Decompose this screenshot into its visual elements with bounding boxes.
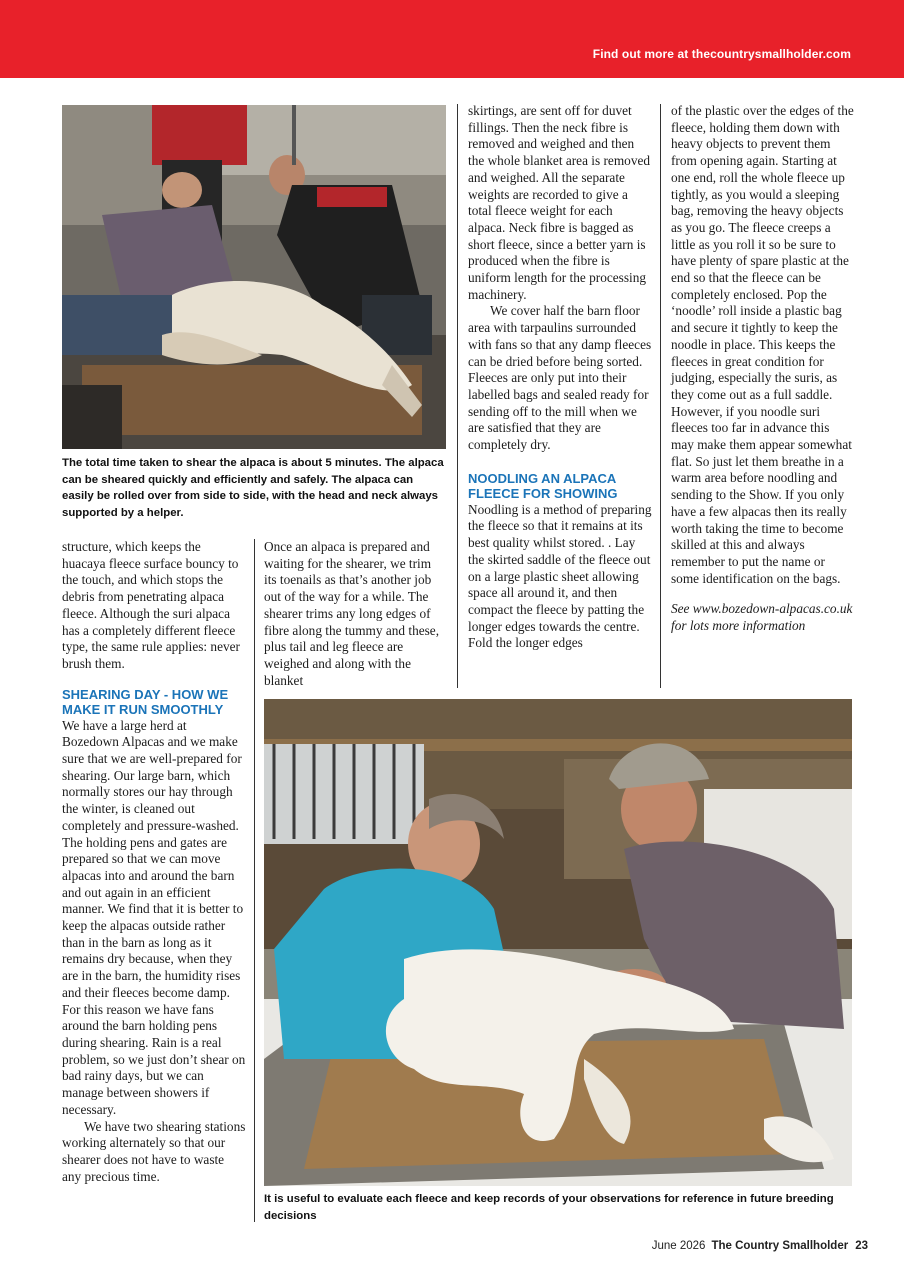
- column-divider-3: [660, 104, 661, 688]
- col3-paragraph-3: Noodling is a method of preparing the fleece so that it remains at its best quality whilst stored. . Lay the skirted saddle of the fleece out on a large plastic sheet allowing space all around it, and then compact the fleece by patting the longer edges towards the centre. Fold the longer edges: [468, 501, 652, 651]
- page-footer: [652, 1240, 868, 1252]
- photo-shearing-caption: The total time taken to shear the alpaca is about 5 minutes. The alpaca can be sheared quickly and efficiently and safely. The alpaca can easily be rolled over from side to side, with the head and neck always supported by a helper.: [62, 457, 444, 519]
- photo-shearing: [62, 105, 446, 449]
- website-note: See www.bozedown-alpacas.co.uk for lots more information: [671, 601, 853, 634]
- section-heading-shearing-day: SHEARING DAY - HOW WE MAKE IT RUN SMOOTHLY: [62, 686, 229, 717]
- photo-fleece-evaluation-caption: It is useful to evaluate each fleece and keep records of your observations for reference in future breeding decisions: [264, 1193, 834, 1222]
- column-2: [264, 539, 446, 689]
- col3-paragraph-2: We cover half the barn floor area with tarpaulins surrounded with fans so that any damp fleeces can be dried before being sorted. Fleeces are only put into their labelled bags and sealed ready for sending off to the mill when we are satisfied that they are completely dry.: [468, 303, 652, 453]
- header-bar: [0, 0, 904, 78]
- column-3: [468, 103, 652, 652]
- column-divider-2: [457, 104, 458, 688]
- magazine-name: The Country Smallholder: [711, 1240, 849, 1252]
- section-heading-noodling: NOODLING AN ALPACA FLEECE FOR SHOWING: [468, 470, 618, 501]
- col2-paragraph-1: Once an alpaca is prepared and waiting for the shearer, we trim its toenails as that’s another job out of the way for a while. The shearer trims any long edges of fibre along the tummy and these, plus tail and leg fleece are weighed and along with the blanket: [264, 539, 440, 688]
- issue-date: June 2026: [651, 1240, 706, 1252]
- page-number: 23: [855, 1240, 868, 1252]
- col3-paragraph-1: skirtings, are sent off for duvet fillings. Then the neck fibre is removed and weighed and then the whole blanket area is removed and weighed. All the separate weights are recorded to give a total fleece weight for each alpaca. Neck fibre is bagged as short fleece, since a better yarn is produced when the fibre is uniform length for the processing machinery.: [468, 103, 651, 302]
- col4-paragraph-1: of the plastic over the edges of the fleece, holding them down with heavy objects to prevent them from opening again. Starting at one end, roll the whole fleece up tightly, as you would a sleeping bag, removing the heavy objects as you go. The fleece creeps a little as you roll it so be sure to have plenty of spare plastic at the end so that the fleece can be completely enclosed. Pop the ‘noodle’ roll inside a plastic bag and secure it tightly to keep the noodle in place. This keeps the fleeces in great condition for judging, especially the suris, as they come out as a full saddle. However, if you noodle suri fleeces too far in advance this may make them appear somewhat flat. So just let them breathe in a warm area before noodling and sending to the Show. If you only have a few alpacas then its really worth taking the time to become skilled at this and always remember to put the name or some identification on the bags.: [671, 103, 854, 586]
- photo-fleece-evaluation: [264, 699, 852, 1186]
- column-4: [671, 103, 855, 635]
- column-divider-1: [254, 539, 255, 1222]
- col1-paragraph-2: We have a large herd at Bozedown Alpacas and we make sure that we are well-prepared for shearing. Our large barn, which normally stores our hay through the winter, is cleaned out completely and pressure-washed. The holding pens and gates are prepared so that we can move alpacas into and around the barn and out again in an efficient manner. We find that it is better to keep the alpacas outside rather than in the barn as long as it remains dry because, when they are in the barn, the humidity rises and their fleeces become damp. For this reason we have fans around the barn holding pens during shearing. Rain is a real problem, so we just don’t shear on bad rainy days, but we can manage between showers if necessary.: [62, 717, 246, 1117]
- column-1: [62, 539, 246, 1185]
- website-link[interactable]: Find out more at thecountrysmallholder.com: [592, 47, 851, 61]
- col1-paragraph-1: structure, which keeps the huacaya fleece surface bouncy to the touch, and which stops the debris from penetrating alpaca fleece. Although the suri alpaca has a completely different fleece type, the same rule applies: never brush them.: [62, 539, 240, 671]
- col1-paragraph-3: We have two shearing stations working alternately so that our shearer does not have to waste any precious time.: [62, 1118, 246, 1184]
